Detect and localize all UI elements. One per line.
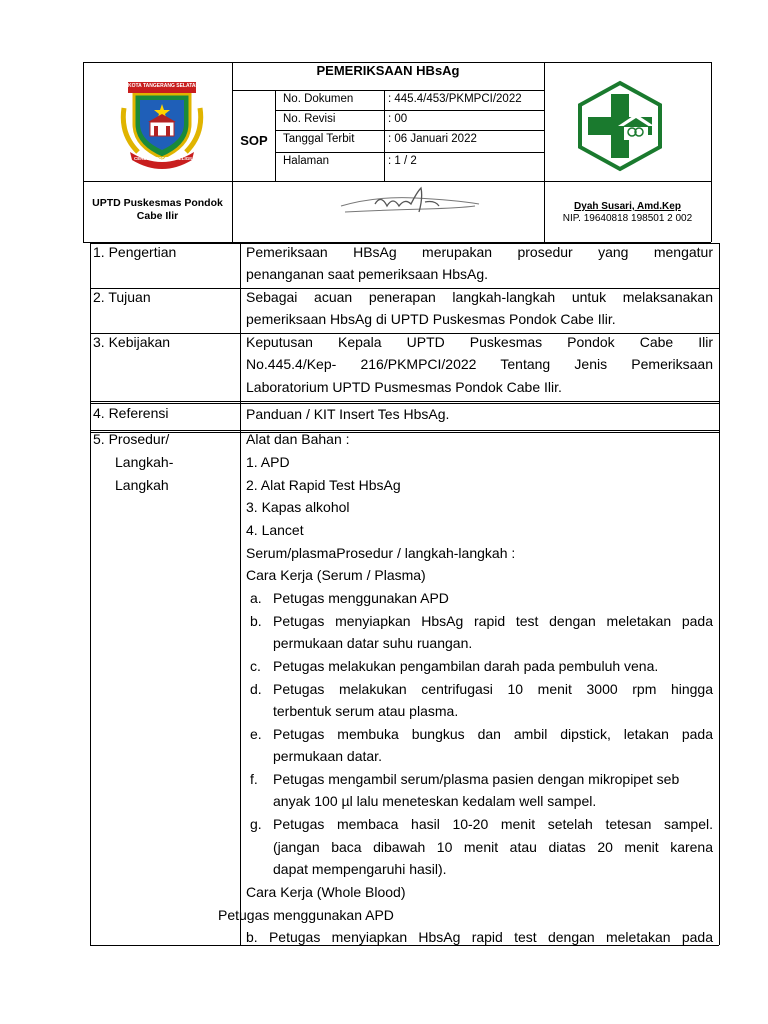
wb-step-b: b. Petugas menyiapkan HbsAg rapid test dengan meletakan pada xyxy=(246,929,713,945)
field-label-no-dokumen: No. Dokumen xyxy=(283,93,354,105)
step-f-line-1: Petugas mengambil serum/plasma pasien dengan mikropipet seb xyxy=(273,771,680,787)
section-3-line-2: No.445.4/Kep- 216/PKMPCI/2022 Tentang Jenis Pemeriksaan xyxy=(246,356,713,372)
section-3-line-1: Keputusan Kepala UPTD Puskesmas Pondok Cabe Ilir xyxy=(246,334,713,350)
step-f-line-2: anyak 100 µl lalu meneteskan kedalam well sampel. xyxy=(273,793,597,809)
section-4-label: 4. Referensi xyxy=(93,405,169,421)
step-c-marker: c. xyxy=(250,658,261,674)
step-d-line-1: Petugas melakukan centrifugasi 10 menit 3000 rpm hingga xyxy=(273,681,713,697)
section-5-label-2: Langkah- xyxy=(115,454,174,470)
step-a-marker: a. xyxy=(250,590,262,606)
wb-step-a: Petugas menggunakan APD xyxy=(218,907,394,923)
whole-blood-title: Cara Kerja (Whole Blood) xyxy=(246,884,406,900)
section-4-line-1: Panduan / KIT Insert Tes HbsAg. xyxy=(246,406,450,422)
intro-line-1: Alat dan Bahan : xyxy=(246,431,350,447)
signer-nip: NIP. 19640818 198501 2 002 xyxy=(562,213,693,224)
puskesmas-logo xyxy=(574,80,666,172)
step-c-line-1: Petugas melakukan pengambilan darah pada pembuluh vena. xyxy=(273,658,659,674)
section-1-line-1: Pemeriksaan HBsAg merupakan prosedur yang mengatur xyxy=(246,244,713,260)
field-label-no-revisi: No. Revisi xyxy=(283,113,336,125)
section-2-label: 2. Tujuan xyxy=(93,289,151,305)
step-b-line-1: Petugas menyiapkan HbsAg rapid test dengan meletakan pada xyxy=(273,613,713,629)
org-name-line1: UPTD Puskesmas Pondok xyxy=(92,197,223,209)
document-title: PEMERIKSAAN HBsAg xyxy=(316,63,460,78)
step-e-line-1: Petugas membuka bungkus dan ambil dipstick, letakan pada xyxy=(273,726,713,742)
step-f-marker: f. xyxy=(250,771,258,787)
field-label-tanggal-terbit: Tanggal Terbit xyxy=(283,133,355,145)
intro-line-4: 3. Kapas alkohol xyxy=(246,499,350,515)
signature-image xyxy=(335,182,485,222)
intro-line-2: 1. APD xyxy=(246,454,290,470)
section-1-label: 1. Pengertian xyxy=(93,244,177,260)
step-b-line-2: permukaan datar suhu ruangan. xyxy=(273,635,473,651)
field-value-no-revisi: : 00 xyxy=(388,113,408,125)
step-g-marker: g. xyxy=(250,816,262,832)
org-name-line2: Cabe Ilir xyxy=(136,210,179,222)
step-b-marker: b. xyxy=(250,613,262,629)
step-g-line-3: dapat mempengaruhi hasil). xyxy=(273,861,447,877)
section-5-label-1: 5. Prosedur/ xyxy=(93,431,170,447)
section-3-line-3: Laboratorium UPTD Pusmesmas Pondok Cabe Ilir. xyxy=(246,379,562,395)
logo-ribbon-text: CERDAS MODERN RELIGIUS xyxy=(134,156,197,161)
field-value-no-dokumen: : 445.4/453/PKMPCI/2022 xyxy=(388,93,522,105)
field-label-halaman: Halaman xyxy=(283,155,330,167)
city-emblem-logo xyxy=(116,78,208,170)
section-2-line-2: pemeriksaan HbsAg di UPTD Puskesmas Pondok Cabe Ilir. xyxy=(246,311,616,327)
step-e-marker: e. xyxy=(250,726,262,742)
intro-line-5: 4. Lancet xyxy=(246,522,304,538)
field-value-tanggal-terbit: : 06 Januari 2022 xyxy=(388,133,477,145)
section-3-label: 3. Kebijakan xyxy=(93,334,171,350)
section-2-line-1: Sebagai acuan penerapan langkah-langkah untuk melaksanakan xyxy=(246,289,713,305)
section-1-line-2: penanganan saat pemeriksaan HbsAg. xyxy=(246,266,489,282)
field-value-halaman: : 1 / 2 xyxy=(388,155,417,167)
sop-label: SOP xyxy=(240,133,268,148)
intro-line-3: 2. Alat Rapid Test HbsAg xyxy=(246,477,401,493)
section-5-label-3: Langkah xyxy=(115,477,169,493)
step-g-line-1: Petugas membaca hasil 10-20 menit setelah tetesan sampel. xyxy=(273,816,713,832)
logo-banner-text: KOTA TANGERANG SELATAN xyxy=(128,83,200,89)
intro-line-6: Serum/plasmaProsedur / langkah-langkah : xyxy=(246,545,516,561)
step-e-line-2: permukaan datar. xyxy=(273,748,382,764)
step-d-line-2: terbentuk serum atau plasma. xyxy=(273,703,459,719)
intro-line-7: Cara Kerja (Serum / Plasma) xyxy=(246,567,426,583)
step-d-marker: d. xyxy=(250,681,262,697)
signer-name: Dyah Susari, Amd.Kep xyxy=(574,201,681,212)
step-a-line-1: Petugas menggunakan APD xyxy=(273,590,449,606)
step-g-line-2: (jangan baca dibawah 10 menit atau diatas 20 menit karena xyxy=(273,839,713,855)
